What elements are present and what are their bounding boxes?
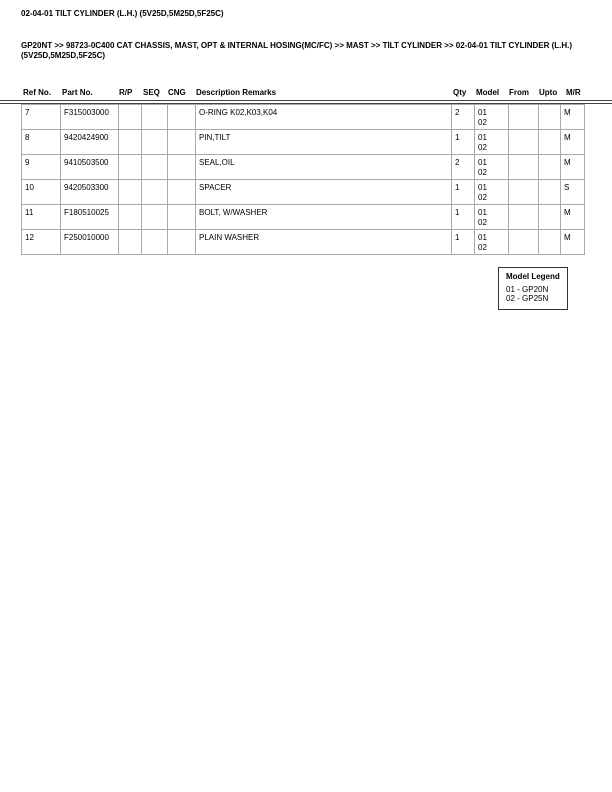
page-title: 02-04-01 TILT CYLINDER (L.H.) (5V25D,5M25D,5F25C) (21, 9, 224, 18)
cng-cell (168, 180, 196, 205)
model-cell (475, 155, 509, 180)
rp-cell (119, 230, 142, 255)
from-cell (509, 130, 539, 155)
qty-cell: 2 (452, 105, 475, 130)
model-cell (475, 105, 509, 130)
header-part: Part No. (62, 88, 93, 97)
upto-cell (539, 155, 561, 180)
ref-cell: 10 (22, 180, 61, 205)
from-cell (509, 105, 539, 130)
header-desc: Description Remarks (196, 88, 277, 97)
upto-cell (539, 105, 561, 130)
header-seq: SEQ (143, 88, 160, 97)
from-cell (509, 205, 539, 230)
model-code: 02 (478, 218, 487, 227)
rp-cell (119, 155, 142, 180)
model-code: 02 (478, 193, 487, 202)
part-no-cell: 9420503300 (61, 180, 119, 205)
model-cell (475, 180, 509, 205)
description-cell: SEAL,OIL (196, 155, 452, 180)
mr-cell: M (561, 205, 585, 230)
mr-cell: M (561, 155, 585, 180)
description-cell: BOLT, W/WASHER (196, 205, 452, 230)
description-cell: PIN,TILT (196, 130, 452, 155)
part-no-cell: 9410503500 (61, 155, 119, 180)
breadcrumb: GP20NT >> 98723-0C400 CAT CHASSIS, MAST, OPT & INTERNAL HOSING(MC/FC) >> MAST >> TILT CYLINDER >> 02-04-01 TILT CYLINDER (L.H.) (5V25D,5M25D,5F25C) (21, 41, 573, 60)
qty-cell: 1 (452, 130, 475, 155)
header-cng: CNG (168, 88, 186, 97)
legend-title: Model Legend (506, 272, 560, 281)
cng-cell (168, 130, 196, 155)
part-no-cell: F250010000 (61, 230, 119, 255)
model-code: 01 (478, 183, 487, 192)
ref-cell: 11 (22, 205, 61, 230)
model-code: 02 (478, 118, 487, 127)
from-cell (509, 180, 539, 205)
table-row (22, 180, 585, 205)
table-row (22, 105, 585, 130)
cng-cell (168, 230, 196, 255)
parts-table (21, 104, 585, 255)
model-code: 01 (478, 208, 487, 217)
header-qty: Qty (453, 88, 467, 97)
model-code: 02 (478, 168, 487, 177)
upto-cell (539, 230, 561, 255)
header-model: Model (476, 88, 500, 97)
seq-cell (142, 130, 168, 155)
upto-cell (539, 205, 561, 230)
seq-cell (142, 180, 168, 205)
table-row (22, 155, 585, 180)
part-no-cell: 9420424900 (61, 130, 119, 155)
ref-cell: 7 (22, 105, 61, 130)
cng-cell (168, 155, 196, 180)
header-ref: Ref No. (23, 88, 51, 97)
mr-cell: S (561, 180, 585, 205)
legend-item: 01 - GP20N (506, 285, 549, 294)
model-code: 01 (478, 108, 487, 117)
qty-cell: 1 (452, 230, 475, 255)
from-cell (509, 230, 539, 255)
mr-cell: M (561, 105, 585, 130)
header-rp: R/P (119, 88, 133, 97)
mr-cell: M (561, 230, 585, 255)
upto-cell (539, 180, 561, 205)
rp-cell (119, 180, 142, 205)
header-from: From (509, 88, 529, 97)
seq-cell (142, 230, 168, 255)
part-no-cell: F180510025 (61, 205, 119, 230)
model-code: 01 (478, 158, 487, 167)
table-row (22, 230, 585, 255)
model-code: 01 (478, 133, 487, 142)
model-cell (475, 205, 509, 230)
header-mr: M/R (566, 88, 581, 97)
qty-cell: 2 (452, 155, 475, 180)
model-legend (498, 267, 568, 310)
model-cell (475, 230, 509, 255)
ref-cell: 12 (22, 230, 61, 255)
table-row (22, 130, 585, 155)
cng-cell (168, 205, 196, 230)
header-upto: Upto (539, 88, 558, 97)
rp-cell (119, 130, 142, 155)
qty-cell: 1 (452, 205, 475, 230)
upto-cell (539, 130, 561, 155)
qty-cell: 1 (452, 180, 475, 205)
model-code: 01 (478, 233, 487, 242)
rp-cell (119, 105, 142, 130)
seq-cell (142, 105, 168, 130)
mr-cell: M (561, 130, 585, 155)
table-row (22, 205, 585, 230)
ref-cell: 8 (22, 130, 61, 155)
seq-cell (142, 155, 168, 180)
from-cell (509, 155, 539, 180)
description-cell: SPACER (196, 180, 452, 205)
seq-cell (142, 205, 168, 230)
model-cell (475, 130, 509, 155)
model-code: 02 (478, 243, 487, 252)
model-code: 02 (478, 143, 487, 152)
rp-cell (119, 205, 142, 230)
ref-cell: 9 (22, 155, 61, 180)
part-no-cell: F315003000 (61, 105, 119, 130)
cng-cell (168, 105, 196, 130)
legend-item: 02 - GP25N (506, 294, 549, 303)
description-cell: PLAIN WASHER (196, 230, 452, 255)
description-cell: O-RING K02,K03,K04 (196, 105, 452, 130)
